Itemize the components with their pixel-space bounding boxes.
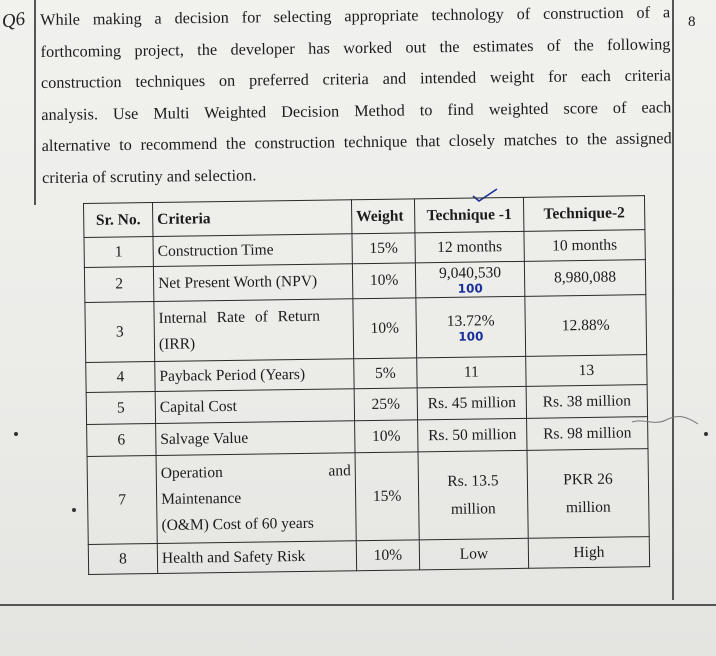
cell-technique-1: Rs. 45 million bbox=[417, 386, 526, 420]
value-line: Rs. 13.5 bbox=[447, 471, 499, 490]
cell-criteria: Payback Period (Years) bbox=[155, 359, 354, 392]
cell-weight: 10% bbox=[353, 298, 417, 359]
criteria-word: and bbox=[328, 461, 351, 480]
handwritten-score: 100 bbox=[457, 281, 483, 296]
cell-criteria: Health and Safety Risk bbox=[157, 541, 356, 574]
question-line: criteria of scrutiny and selection. bbox=[41, 165, 257, 187]
cell-sr: 8 bbox=[88, 543, 157, 574]
cell-criteria: Salvage Value bbox=[156, 421, 355, 456]
value-text: 9,040,530 bbox=[438, 264, 502, 283]
value-line: million bbox=[565, 498, 611, 516]
cell-technique-2: 12.88% bbox=[525, 295, 647, 357]
cell-weight: 15% bbox=[352, 233, 415, 264]
question-line: forthcoming project, the developer has worked out the estimates of the following bbox=[40, 34, 671, 61]
criteria-line: Internal Rate of Return bbox=[158, 307, 321, 327]
cell-weight: 10% bbox=[352, 263, 415, 299]
cell-weight: 15% bbox=[355, 452, 419, 541]
cell-technique-2: 8,980,088 bbox=[524, 260, 645, 297]
cell-sr: 1 bbox=[84, 237, 153, 268]
header-criteria: Criteria bbox=[153, 200, 352, 237]
cell-technique-2: 10 months bbox=[524, 230, 645, 262]
header-technique-1: Technique -1 bbox=[414, 197, 523, 233]
cell-technique-2: High bbox=[528, 537, 649, 569]
cell-technique-1 bbox=[415, 261, 524, 298]
cell-sr: 7 bbox=[87, 456, 157, 545]
stray-dot bbox=[704, 432, 708, 436]
header-weight: Weight bbox=[351, 199, 414, 234]
header-technique-2: Technique-2 bbox=[523, 196, 644, 232]
cell-criteria bbox=[156, 453, 356, 544]
cell-technique-1: 11 bbox=[417, 356, 526, 388]
pen-scribble-icon bbox=[630, 408, 700, 432]
criteria-line: Maintenance bbox=[161, 489, 242, 508]
header-sr-no: Sr. No. bbox=[84, 203, 153, 238]
criteria-line: (IRR) bbox=[158, 334, 196, 353]
cell-technique-1 bbox=[418, 450, 528, 540]
cell-criteria: Capital Cost bbox=[155, 389, 354, 424]
handwritten-score: 100 bbox=[458, 328, 484, 344]
question-line: While making a decision for selecting appropriate technology of construction of a bbox=[40, 3, 671, 29]
cell-criteria: Net Present Worth (NPV) bbox=[153, 264, 352, 302]
stray-dot bbox=[72, 508, 76, 512]
cell-technique-2: 13 bbox=[526, 355, 647, 387]
left-margin-line bbox=[34, 0, 36, 205]
cell-technique-2: Rs. 98 million bbox=[527, 417, 648, 451]
criteria-line bbox=[161, 462, 351, 483]
cell-technique-1: Low bbox=[419, 538, 528, 570]
cell-sr: 3 bbox=[85, 302, 155, 363]
cell-technique-2 bbox=[527, 449, 649, 539]
right-margin-line bbox=[672, 0, 674, 600]
value-line: million bbox=[450, 499, 496, 518]
stray-dot bbox=[14, 432, 18, 436]
cell-criteria bbox=[154, 299, 354, 362]
cell-sr: 2 bbox=[84, 267, 153, 303]
cell-weight: 5% bbox=[354, 358, 417, 389]
cell-sr: 5 bbox=[86, 392, 155, 425]
cell-weight: 25% bbox=[354, 388, 417, 421]
cell-technique-1 bbox=[416, 296, 526, 358]
table-row bbox=[85, 295, 647, 363]
cell-weight: 10% bbox=[356, 540, 419, 571]
question-line: construction techniques on preferred criteria and intended weight for each criteria bbox=[40, 66, 672, 92]
cell-technique-2: Rs. 38 million bbox=[526, 385, 647, 419]
table-row bbox=[87, 449, 649, 545]
cell-technique-1: Rs. 50 million bbox=[418, 418, 527, 452]
cell-sr: 4 bbox=[86, 362, 155, 393]
cell-criteria: Construction Time bbox=[153, 234, 352, 267]
criteria-line: (O&M) Cost of 60 years bbox=[161, 514, 315, 534]
value-text: 13.72% bbox=[446, 311, 495, 330]
cell-sr: 6 bbox=[87, 424, 156, 457]
question-marks: 8 bbox=[688, 14, 696, 30]
bottom-rule bbox=[0, 604, 716, 606]
criteria-word: Operation bbox=[160, 463, 223, 482]
criteria-table bbox=[83, 195, 650, 575]
value-line: PKR 26 bbox=[563, 470, 613, 488]
table-row bbox=[88, 537, 649, 575]
question-line: alternative to recommend the construction technique that closely matches to the assigned bbox=[41, 129, 672, 155]
question-line: analysis. Use Multi Weighted Decision Method to find weighted score of each bbox=[41, 97, 672, 124]
cell-weight: 10% bbox=[355, 420, 418, 453]
cell-technique-1: 12 months bbox=[415, 231, 524, 263]
question-number: Q6 bbox=[0, 8, 27, 33]
question-text bbox=[40, 0, 672, 194]
